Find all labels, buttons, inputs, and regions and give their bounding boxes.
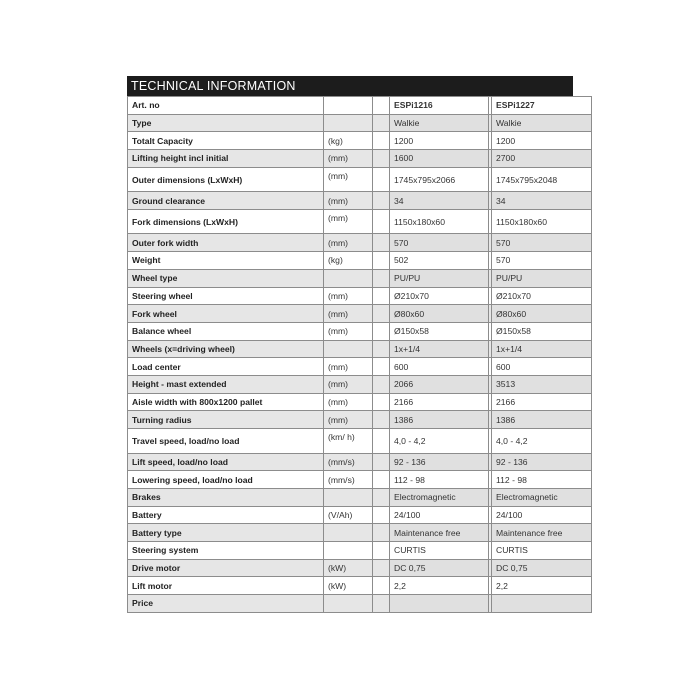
- spec-row: [128, 150, 592, 168]
- spec-spacer: [373, 393, 390, 411]
- spec-label: Height - mast extended: [128, 375, 324, 393]
- spec-value-model-2: 1200: [492, 132, 592, 150]
- spec-row: [128, 305, 592, 323]
- spec-row: [128, 132, 592, 150]
- spec-spacer: [373, 559, 390, 577]
- spec-spacer: [373, 358, 390, 376]
- spec-row: [128, 234, 592, 252]
- spec-value-model-2: Electromagnetic: [492, 488, 592, 506]
- spec-row: [128, 192, 592, 210]
- spec-row: [128, 488, 592, 506]
- spec-label: Turning radius: [128, 411, 324, 429]
- spec-row: [128, 411, 592, 429]
- spec-value-model-2: 34: [492, 192, 592, 210]
- spec-row: [128, 287, 592, 305]
- spec-unit: (mm): [324, 305, 373, 323]
- spec-label: Drive motor: [128, 559, 324, 577]
- spec-value-model-2: Walkie: [492, 114, 592, 132]
- spec-unit: [324, 595, 373, 613]
- spec-value-model-2: 112 - 98: [492, 471, 592, 489]
- spec-row: [128, 506, 592, 524]
- spec-unit: (kg): [324, 252, 373, 270]
- spec-label: Weight: [128, 252, 324, 270]
- spec-label: Aisle width with 800x1200 pallet: [128, 393, 324, 411]
- spec-row: [128, 114, 592, 132]
- spec-spacer: [373, 524, 390, 542]
- spec-row: [128, 375, 592, 393]
- spec-value-model-2: PU/PU: [492, 269, 592, 287]
- spec-value-model-1: 1x+1/4: [390, 340, 489, 358]
- spec-value-model-1: ESPi1216: [390, 97, 489, 115]
- spec-unit: (mm): [324, 287, 373, 305]
- spec-unit: [324, 524, 373, 542]
- spec-unit: (V/Ah): [324, 506, 373, 524]
- spec-value-model-1: 1745x795x2066: [390, 167, 489, 192]
- spec-label: Fork wheel: [128, 305, 324, 323]
- spec-spacer: [373, 595, 390, 613]
- spec-value-model-2: 570: [492, 252, 592, 270]
- spec-unit: (mm): [324, 150, 373, 168]
- spec-row: [128, 358, 592, 376]
- spec-spacer: [373, 322, 390, 340]
- spec-unit: (mm): [324, 375, 373, 393]
- spec-spacer: [373, 411, 390, 429]
- spec-spacer: [373, 488, 390, 506]
- spec-spacer: [373, 340, 390, 358]
- spec-value-model-2: 1150x180x60: [492, 209, 592, 234]
- spec-value-model-2: 1386: [492, 411, 592, 429]
- spec-value-model-2: 2,2: [492, 577, 592, 595]
- spec-label: Steering system: [128, 541, 324, 559]
- spec-value-model-1: [390, 595, 489, 613]
- spec-unit: (mm): [324, 411, 373, 429]
- spec-value-model-1: 24/100: [390, 506, 489, 524]
- spec-value-model-1: Electromagnetic: [390, 488, 489, 506]
- spec-label: Lifting height incl initial: [128, 150, 324, 168]
- spec-value-model-2: 3513: [492, 375, 592, 393]
- spec-spacer: [373, 305, 390, 323]
- spec-row: [128, 524, 592, 542]
- spec-value-model-1: 1150x180x60: [390, 209, 489, 234]
- spec-spacer: [373, 429, 390, 454]
- spec-label: Outer fork width: [128, 234, 324, 252]
- spec-label: Lift speed, load/no load: [128, 453, 324, 471]
- spec-value-model-1: 2066: [390, 375, 489, 393]
- spec-label: Balance wheel: [128, 322, 324, 340]
- spec-label: Lift motor: [128, 577, 324, 595]
- spec-value-model-1: 1386: [390, 411, 489, 429]
- spec-row: [128, 577, 592, 595]
- spec-label: Brakes: [128, 488, 324, 506]
- spec-label: Travel speed, load/no load: [128, 429, 324, 454]
- spec-row: [128, 453, 592, 471]
- spec-label: Type: [128, 114, 324, 132]
- spec-value-model-2: 570: [492, 234, 592, 252]
- spec-label: Wheel type: [128, 269, 324, 287]
- spec-value-model-2: 2700: [492, 150, 592, 168]
- spec-spacer: [373, 287, 390, 305]
- spec-unit: (kg): [324, 132, 373, 150]
- spec-label: Battery: [128, 506, 324, 524]
- spec-row: [128, 252, 592, 270]
- spec-value-model-1: 2166: [390, 393, 489, 411]
- spec-row: [128, 322, 592, 340]
- spec-unit: (mm): [324, 192, 373, 210]
- spec-value-model-1: 2,2: [390, 577, 489, 595]
- technical-information-sheet: [127, 76, 573, 613]
- spec-value-model-2: 92 - 136: [492, 453, 592, 471]
- spec-spacer: [373, 192, 390, 210]
- spec-value-model-2: ESPi1227: [492, 97, 592, 115]
- spec-row: [128, 97, 592, 115]
- sheet-title: TECHNICAL INFORMATION: [127, 76, 573, 96]
- spec-row: [128, 167, 592, 192]
- spec-value-model-2: 600: [492, 358, 592, 376]
- spec-value-model-2: 1x+1/4: [492, 340, 592, 358]
- spec-unit: (mm): [324, 209, 373, 234]
- spec-value-model-1: 1600: [390, 150, 489, 168]
- spec-value-model-2: Ø80x60: [492, 305, 592, 323]
- spec-unit: [324, 114, 373, 132]
- spec-value-model-1: 570: [390, 234, 489, 252]
- spec-spacer: [373, 167, 390, 192]
- spec-spacer: [373, 252, 390, 270]
- spec-value-model-1: 92 - 136: [390, 453, 489, 471]
- spec-spacer: [373, 114, 390, 132]
- spec-value-model-1: Maintenance free: [390, 524, 489, 542]
- spec-value-model-2: 4,0 - 4,2: [492, 429, 592, 454]
- spec-value-model-2: Ø150x58: [492, 322, 592, 340]
- spec-value-model-2: Maintenance free: [492, 524, 592, 542]
- spec-spacer: [373, 97, 390, 115]
- spec-label: Steering wheel: [128, 287, 324, 305]
- spec-spacer: [373, 132, 390, 150]
- spec-unit: (kW): [324, 577, 373, 595]
- spec-label: Fork dimensions (LxWxH): [128, 209, 324, 234]
- spec-table: [127, 96, 592, 613]
- spec-unit: (mm/s): [324, 471, 373, 489]
- spec-label: Lowering speed, load/no load: [128, 471, 324, 489]
- spec-row: [128, 541, 592, 559]
- spec-unit: [324, 488, 373, 506]
- spec-unit: [324, 541, 373, 559]
- spec-value-model-2: [492, 595, 592, 613]
- spec-unit: (mm): [324, 358, 373, 376]
- spec-value-model-1: 34: [390, 192, 489, 210]
- spec-value-model-2: 24/100: [492, 506, 592, 524]
- spec-spacer: [373, 209, 390, 234]
- spec-value-model-1: 1200: [390, 132, 489, 150]
- spec-value-model-2: 1745x795x2048: [492, 167, 592, 192]
- spec-unit: [324, 97, 373, 115]
- spec-spacer: [373, 150, 390, 168]
- spec-row: [128, 269, 592, 287]
- spec-value-model-1: PU/PU: [390, 269, 489, 287]
- spec-value-model-1: Ø210x70: [390, 287, 489, 305]
- spec-value-model-2: CURTIS: [492, 541, 592, 559]
- spec-label: Price: [128, 595, 324, 613]
- spec-row: [128, 429, 592, 454]
- spec-unit: (mm): [324, 234, 373, 252]
- spec-unit: (kW): [324, 559, 373, 577]
- spec-spacer: [373, 541, 390, 559]
- spec-row: [128, 559, 592, 577]
- spec-spacer: [373, 375, 390, 393]
- spec-label: Outer dimensions (LxWxH): [128, 167, 324, 192]
- spec-unit: [324, 340, 373, 358]
- spec-value-model-1: Walkie: [390, 114, 489, 132]
- spec-label: Ground clearance: [128, 192, 324, 210]
- spec-unit: (mm): [324, 322, 373, 340]
- spec-value-model-2: Ø210x70: [492, 287, 592, 305]
- spec-value-model-1: 600: [390, 358, 489, 376]
- spec-spacer: [373, 471, 390, 489]
- spec-value-model-1: 112 - 98: [390, 471, 489, 489]
- spec-value-model-1: 502: [390, 252, 489, 270]
- spec-value-model-1: Ø150x58: [390, 322, 489, 340]
- spec-value-model-2: 2166: [492, 393, 592, 411]
- spec-value-model-1: Ø80x60: [390, 305, 489, 323]
- spec-label: Art. no: [128, 97, 324, 115]
- spec-label: Load center: [128, 358, 324, 376]
- spec-spacer: [373, 453, 390, 471]
- spec-table-body: [128, 97, 592, 613]
- spec-label: Battery type: [128, 524, 324, 542]
- spec-value-model-2: DC 0,75: [492, 559, 592, 577]
- spec-row: [128, 393, 592, 411]
- spec-label: Totalt Capacity: [128, 132, 324, 150]
- spec-value-model-1: 4,0 - 4,2: [390, 429, 489, 454]
- spec-row: [128, 471, 592, 489]
- spec-row: [128, 595, 592, 613]
- spec-unit: (mm): [324, 167, 373, 192]
- spec-row: [128, 209, 592, 234]
- spec-value-model-1: CURTIS: [390, 541, 489, 559]
- spec-unit: (mm): [324, 393, 373, 411]
- spec-unit: (km/ h): [324, 429, 373, 454]
- spec-unit: [324, 269, 373, 287]
- spec-spacer: [373, 269, 390, 287]
- spec-spacer: [373, 506, 390, 524]
- spec-spacer: [373, 577, 390, 595]
- spec-spacer: [373, 234, 390, 252]
- spec-unit: (mm/s): [324, 453, 373, 471]
- spec-label: Wheels (x=driving wheel): [128, 340, 324, 358]
- spec-row: [128, 340, 592, 358]
- spec-value-model-1: DC 0,75: [390, 559, 489, 577]
